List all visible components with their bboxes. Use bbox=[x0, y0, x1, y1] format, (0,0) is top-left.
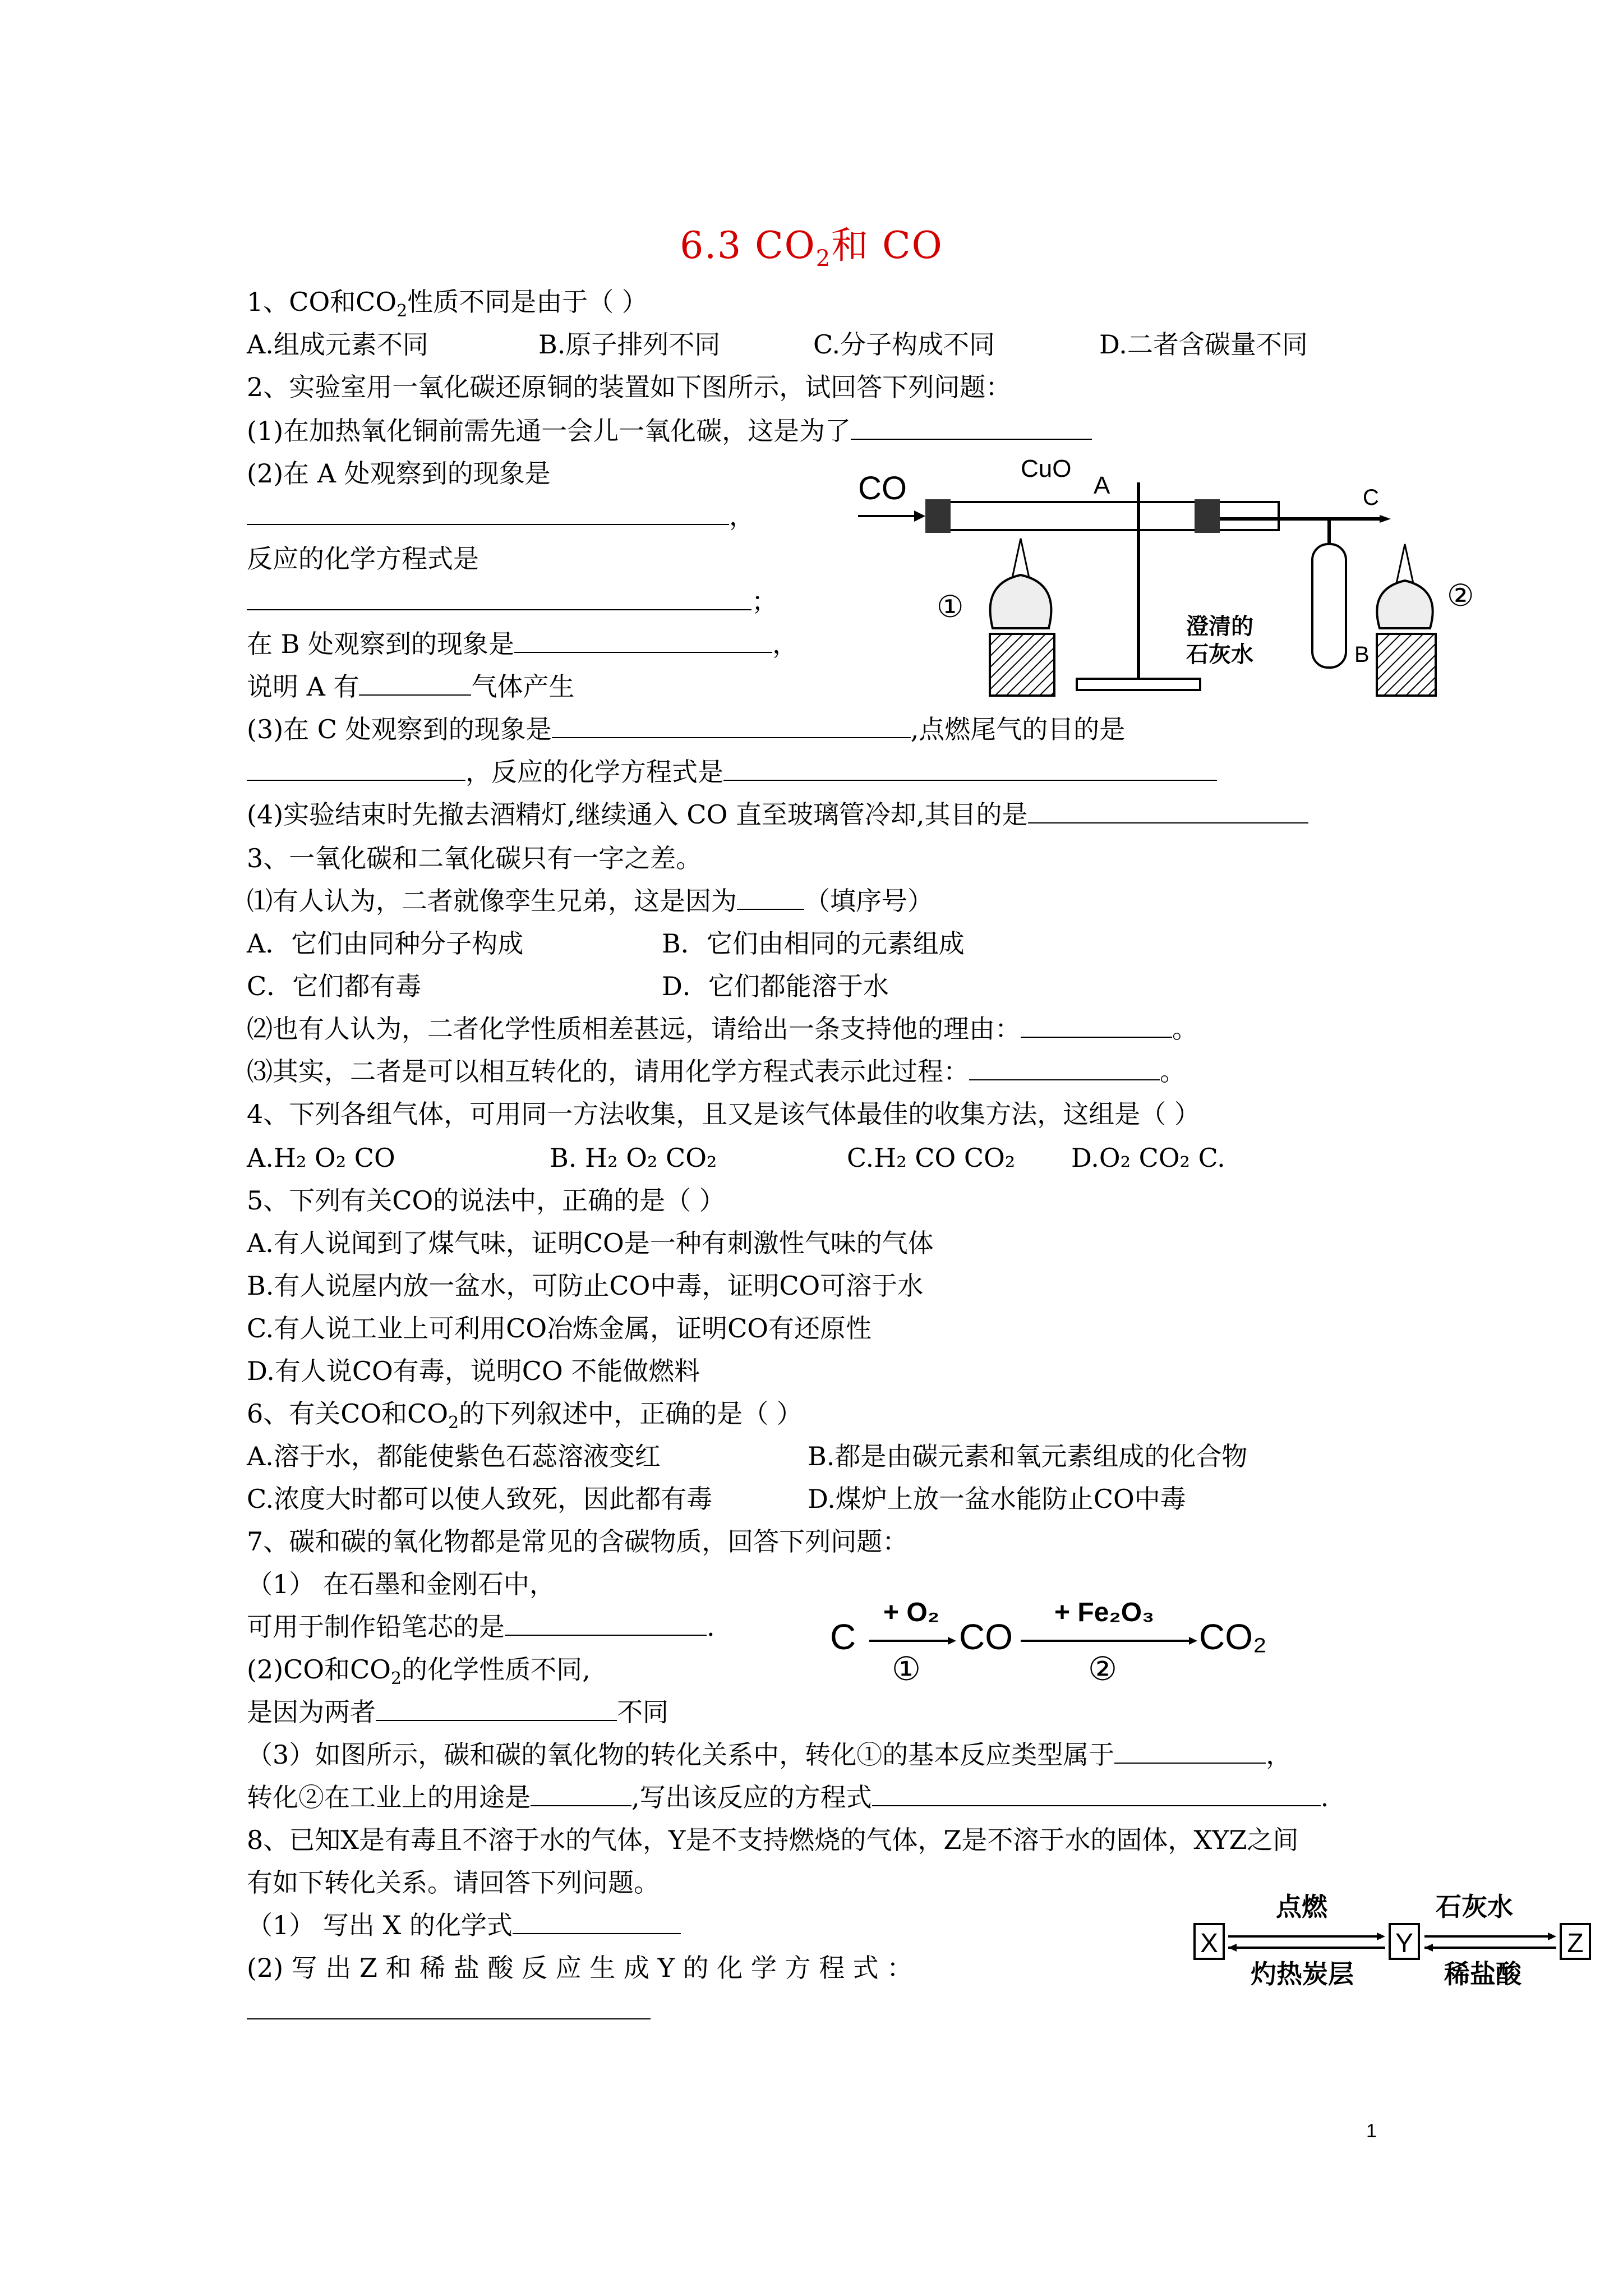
figure-label-co: CO bbox=[858, 470, 907, 507]
carbon-conversion-figure bbox=[824, 1588, 1284, 1700]
answer-blank[interactable] bbox=[851, 414, 1092, 440]
fig-plus-fe2o3: + Fe₂O₃ bbox=[1054, 1598, 1155, 1627]
figure-label-cuo: CuO bbox=[1021, 455, 1072, 482]
q5-stem: 5、下列有关CO的说法中，正确的是（ ） bbox=[247, 1185, 725, 1216]
figure-label-limewater-1: 澄清的 bbox=[1186, 614, 1253, 639]
q6-option-c: C.浓度大时都可以使人致死，因此都有毒 bbox=[247, 1484, 713, 1514]
q2-part3-b: ，反应的化学方程式是 bbox=[247, 755, 1217, 789]
fig-limewater: 石灰水 bbox=[1436, 1892, 1513, 1921]
fig-co: CO bbox=[959, 1617, 1013, 1657]
answer-blank[interactable] bbox=[247, 1994, 651, 2019]
q7-part1: （1） 在石墨和金刚石中， bbox=[247, 1569, 555, 1599]
q2-part1: (1)在加热氧化铜前需先通一会儿一氧化碳，这是为了 bbox=[247, 414, 1092, 448]
answer-blank[interactable] bbox=[1114, 1738, 1266, 1764]
q1-options bbox=[247, 328, 1308, 361]
arrow-1-head-icon bbox=[948, 1637, 956, 1645]
stopper-right bbox=[1195, 499, 1220, 533]
figure-label-limewater-2: 石灰水 bbox=[1186, 642, 1253, 667]
q2-part3: (3)在 C 处观察到的现象是 ,点燃尾气的目的是 bbox=[247, 712, 1125, 746]
q5-option-b: B.有人说屋内放一盆水，可防止CO中毒，证明CO可溶于水 bbox=[247, 1271, 924, 1301]
q1-option-c: C.分子构成不同 bbox=[813, 329, 995, 360]
q7-part2: (2)CO和$CO_2$的化学性质不同, bbox=[247, 1654, 591, 1689]
fig-hcl: 稀盐酸 bbox=[1444, 1959, 1521, 1989]
answer-blank[interactable] bbox=[552, 712, 911, 738]
q8-part2-blank bbox=[247, 1994, 651, 2027]
arrow-2-head-icon bbox=[1189, 1637, 1197, 1645]
q2-stem: 2、实验室用一氧化碳还原铜的装置如下图所示，试回答下列问题： bbox=[247, 372, 1012, 402]
fig-burn: 点燃 bbox=[1276, 1892, 1327, 1921]
answer-blank[interactable] bbox=[1021, 1012, 1172, 1038]
answer-blank[interactable] bbox=[1028, 798, 1308, 823]
fig-plus-o2: + O₂ bbox=[883, 1598, 940, 1627]
q2-part2-d: 说明 A 有 气体产生 bbox=[247, 670, 574, 703]
q4-option-a: A.H₂ O₂ CO bbox=[247, 1143, 395, 1173]
q8-part2: (2) 写 出 Z 和 稀 盐 酸 反 应 生 成 Y 的 化 学 方 程 式 ： bbox=[247, 1953, 913, 1983]
figure-label-c: C bbox=[1363, 485, 1379, 510]
fig-step1: ① bbox=[892, 1651, 921, 1687]
stand-base bbox=[1077, 679, 1200, 690]
arrow-z-to-y-head-icon bbox=[1424, 1944, 1433, 1952]
q6-option-d: D.煤炉上放一盆水能防止CO中毒 bbox=[808, 1484, 1186, 1514]
xyz-conversion-figure bbox=[1178, 1885, 1604, 1997]
q4-options bbox=[247, 1141, 1225, 1175]
q3-option-d: D．它们都能溶于水 bbox=[662, 971, 889, 1001]
fig-x: X bbox=[1200, 1929, 1219, 1958]
answer-blank[interactable] bbox=[531, 1780, 631, 1806]
answer-blank[interactable] bbox=[513, 1908, 681, 1934]
co-reduction-apparatus-figure bbox=[852, 449, 1486, 707]
fig-step2: ② bbox=[1088, 1651, 1117, 1687]
q2-part2-equation-blank: ； bbox=[247, 585, 777, 618]
q6-option-b: B.都是由碳元素和氧元素组成的化合物 bbox=[808, 1441, 1248, 1471]
answer-blank[interactable] bbox=[514, 627, 772, 653]
q7-part3: （3）如图所示，碳和碳的氧化物的转化关系中，转化①的基本反应类型属于 ， bbox=[247, 1738, 1292, 1772]
figure-label-b: B bbox=[1354, 642, 1370, 667]
lamp-block-2 bbox=[1377, 634, 1436, 696]
fig-z: Z bbox=[1567, 1929, 1584, 1958]
q7-part3-b: 转化②在工业上的用途是 ,写出该反应的方程式 . bbox=[247, 1780, 1329, 1814]
q8-part1: （1） 写出 X 的化学式 bbox=[247, 1908, 681, 1942]
q3-part3: ⑶其实，二者是可以相互转化的，请用化学方程式表示此过程： 。 bbox=[247, 1055, 1186, 1088]
test-tube-b bbox=[1312, 544, 1346, 668]
nozzle-icon bbox=[1380, 515, 1391, 523]
q2-part2: (2)在 A 处观察到的现象是 bbox=[247, 458, 551, 489]
flame-2-icon bbox=[1396, 544, 1413, 583]
fig-c: C bbox=[830, 1617, 856, 1657]
alcohol-lamp-2 bbox=[1377, 581, 1432, 628]
page-number: 1 bbox=[1366, 2120, 1377, 2142]
answer-blank[interactable] bbox=[247, 499, 729, 525]
answer-blank[interactable] bbox=[247, 755, 465, 781]
q1-stem: 1、CO和$CO_2$性质不同是由于（ ） bbox=[247, 287, 648, 321]
fig-hot-carbon: 灼热炭层 bbox=[1251, 1959, 1354, 1989]
answer-blank[interactable] bbox=[505, 1610, 707, 1636]
fig-co2: CO₂ bbox=[1199, 1617, 1267, 1657]
q3-option-b: B．它们由相同的元素组成 bbox=[662, 928, 965, 959]
q3-options-cd bbox=[247, 969, 889, 1003]
q7-part2-b: 是因为两者 不同 bbox=[247, 1695, 668, 1729]
answer-blank[interactable] bbox=[969, 1055, 1160, 1080]
answer-blank[interactable] bbox=[247, 585, 751, 610]
q3-option-a: A．它们由同种分子构成 bbox=[247, 928, 524, 959]
figure-label-burner2: ② bbox=[1447, 579, 1474, 613]
fig-y: Y bbox=[1395, 1929, 1414, 1958]
answer-blank[interactable] bbox=[737, 884, 804, 910]
q8-stem-1: 8、已知X是有毒且不溶于水的气体，Y是不支持燃烧的气体，Z是不溶于水的固体，XYZ之间 bbox=[247, 1825, 1299, 1855]
stopper-left bbox=[925, 499, 951, 533]
q5-option-a: A.有人说闻到了煤气味，证明CO是一种有刺激性气味的气体 bbox=[247, 1228, 934, 1258]
answer-blank[interactable] bbox=[376, 1695, 617, 1721]
lamp-block-1 bbox=[990, 634, 1054, 696]
q2-part4: (4)实验结束时先撤去酒精灯,继续通入 CO 直至玻璃管冷却,其目的是 bbox=[247, 798, 1308, 831]
arrow-y-to-x-head-icon bbox=[1228, 1944, 1237, 1952]
q3-option-c: C．它们都有毒 bbox=[247, 971, 422, 1001]
q7-part1-b: 可用于制作铅笔芯的是 . bbox=[247, 1610, 715, 1644]
q3-part1: ⑴有人认为，二者就像孪生兄弟，这是因为 （填序号） bbox=[247, 884, 933, 918]
q4-option-c: C.H₂ CO CO₂ bbox=[847, 1143, 1016, 1173]
flame-1-icon bbox=[1012, 539, 1029, 578]
arrow-head-icon bbox=[914, 510, 925, 522]
page-title: 6.3 $CO_2$和 CO bbox=[680, 224, 943, 272]
q3-part2: ⑵也有人认为，二者化学性质相差甚远，请给出一条支持他的理由： 。 bbox=[247, 1012, 1198, 1046]
q4-option-d: D.O₂ CO₂ C. bbox=[1071, 1143, 1225, 1173]
q6-options-cd bbox=[247, 1482, 1186, 1516]
q2-part2-equation-label: 反应的化学方程式是 bbox=[247, 544, 479, 574]
answer-blank[interactable] bbox=[872, 1780, 1321, 1806]
glass-tube bbox=[931, 502, 1279, 530]
q4-stem: 4、下列各组气体，可用同一方法收集，且又是该气体最佳的收集方法，这组是（ ） bbox=[247, 1099, 1200, 1129]
q6-option-a: A.溶于水，都能使紫色石蕊溶液变红 bbox=[247, 1441, 661, 1471]
q4-option-b: B. H₂ O₂ CO₂ bbox=[550, 1143, 717, 1173]
q6-options-ab bbox=[247, 1439, 1247, 1473]
q8-stem-2: 有如下转化关系。请回答下列问题。 bbox=[247, 1867, 660, 1898]
q5-option-c: C.有人说工业上可利用CO冶炼金属，证明CO有还原性 bbox=[247, 1313, 872, 1343]
q5-option-d: D.有人说CO有毒，说明CO 不能做燃料 bbox=[247, 1356, 700, 1386]
q1-option-b: B.原子排列不同 bbox=[538, 329, 721, 360]
arrow-y-to-z-head-icon bbox=[1548, 1932, 1556, 1940]
figure-label-burner1: ① bbox=[937, 590, 964, 624]
q2-part2-b: 在 B 处观察到的现象是 ， bbox=[247, 627, 798, 661]
figure-label-a: A bbox=[1094, 472, 1110, 499]
q2-part2-blank: ， bbox=[247, 499, 755, 533]
answer-blank[interactable] bbox=[359, 670, 471, 696]
answer-blank[interactable] bbox=[723, 755, 1217, 781]
q3-options-ab bbox=[247, 927, 965, 960]
q3-stem: 3、一氧化碳和二氧化碳只有一字之差。 bbox=[247, 843, 702, 873]
q1-option-d: D.二者含碳量不同 bbox=[1099, 329, 1308, 360]
q7-stem: 7、碳和碳的氧化物都是常见的含碳物质，回答下列问题： bbox=[247, 1526, 909, 1557]
q6-stem: 6、有关CO和$CO_2$的下列叙述中，正确的是（ ） bbox=[247, 1398, 803, 1433]
arrow-x-to-y-head-icon bbox=[1377, 1932, 1385, 1940]
alcohol-lamp-1 bbox=[990, 575, 1052, 628]
q1-option-a: A.组成元素不同 bbox=[247, 329, 428, 360]
